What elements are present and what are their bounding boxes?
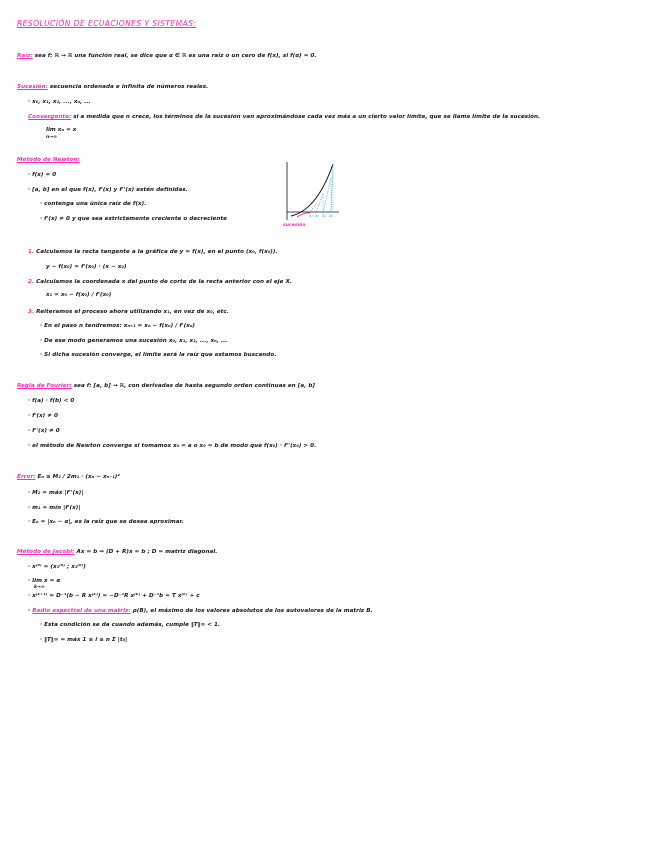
step-number: 2. <box>28 279 35 285</box>
jacobi-initial: · x⁽⁰⁾ = (x₁⁽⁰⁾ ; x₂⁽⁰⁾) <box>28 564 86 570</box>
newton-step-3c: · Si dicha sucesión converge, el límite será la raíz que estamos buscando. <box>40 352 277 358</box>
newton-graph <box>277 160 341 232</box>
newton-step-2 <box>28 279 292 286</box>
sucesion-terms: · x₀, x₁, x₂, ..., xₙ, ... <box>28 99 91 105</box>
raiz-text: sea f: ℝ → ℝ una función real, se dice que α ∈ ℝ es una raíz o un cero de f(x), si f(α) = 0. <box>32 53 317 59</box>
jacobi-limit-subscript: k→∞ <box>34 585 45 590</box>
newton-step-3b: · De ese modo generamos una sucesión x₀, x₁, x₂, ..., xₙ, ... <box>40 338 228 344</box>
fourier-condition-3: · f''(x) ≠ 0 <box>28 428 60 434</box>
fourier-conclusion: · el método de Newton converge si tomamos x₀ = a o x₀ = b de modo que f(x₀) · f''(x₀) > 0. <box>28 443 317 449</box>
newton-step-1 <box>28 249 278 256</box>
step-number: 1. <box>28 249 35 255</box>
step-number: 3. <box>28 309 35 315</box>
newton-condition-2: · [a, b] en el que f(x), f'(x) y f''(x) estén definidas. <box>28 187 188 193</box>
tangent-line <box>310 204 316 212</box>
graph-label: sucesión <box>283 223 306 228</box>
radio-espectral-text: ρ(B), el máximo de los valores absolutos de los autovalores de la matriz B. <box>130 608 373 614</box>
graph-tick-label: x₃ <box>309 213 313 218</box>
jacobi-method <box>17 549 217 556</box>
tangent-equation: y − f(x₀) = f'(x₀) · (x − x₀) <box>46 264 127 270</box>
fourier-text: sea f: [a, b] → ℝ, con derivadas de hasta segundo orden continuas en [a, b] <box>71 383 315 389</box>
sucesion-heading: Sucesión: <box>17 84 48 90</box>
error-text: Eₙ ≤ M₂ / 2m₁ · (xₙ − xₙ₋₁)² <box>35 474 120 480</box>
tangent-line <box>323 178 331 212</box>
newton-condition-3: · contenga una única raíz de f(x). <box>40 201 147 207</box>
convergente-text: si a medida que n crece, los términos de la sucesión van aproximándose cada vez más a un cierto valor límite, que se llama límite de la sucesión. <box>71 114 541 120</box>
sucesion-text: secuencia ordenada e infinita de números reales. <box>47 84 209 90</box>
newton-condition-1: · f(x) = 0 <box>28 172 57 178</box>
error-formula <box>17 474 120 481</box>
newton-heading: Método de Newton: <box>17 157 80 163</box>
graph-tick-label: x₁ <box>322 213 326 218</box>
step-text: Reiteramos el proceso ahora utilizando x₁, en vez de x₀, etc. <box>34 309 229 315</box>
newton-step-3a: · En el paso n tendremos: xₙ₊₁ = xₙ − f(xₙ) / f'(xₙ) <box>40 323 196 329</box>
newton-condition-4: · f'(x) ≠ 0 y que sea estrictamente creciente o decreciente <box>40 216 227 222</box>
graph-curve <box>291 164 333 216</box>
x1-equation: x₁ = x₀ − f(x₀) / f'(x₀) <box>46 292 112 298</box>
fourier-rule <box>17 383 315 390</box>
limit-subscript: n→∞ <box>46 135 57 140</box>
graph-tick-label: x₂ <box>315 213 319 218</box>
jacobi-text: Ax = b ⇒ (D + R)x = b ; D = matriz diagonal. <box>74 549 218 555</box>
error-term-2: · m₁ = mín |f'(x)| <box>28 505 81 511</box>
page-title: RESOLUCIÓN DE ECUACIONES Y SISTEMAS: <box>17 19 197 28</box>
jacobi-limit: · lim x = α <box>28 578 61 584</box>
raiz-definition <box>17 53 317 60</box>
step-text: Calculamos la recta tangente a la gráfica de y = f(x), en el punto (x₀, f(x₀)). <box>34 249 278 255</box>
newton-step-3 <box>28 309 229 316</box>
graph-tick-label: x₀ <box>329 213 333 218</box>
fourier-heading: Regla de Fourier: <box>17 383 72 389</box>
convergente-heading: Convergente: <box>28 114 72 120</box>
radio-condition: · Esta condición se da cuando además, cumple ‖T‖∞ < 1. <box>40 622 221 628</box>
bullet: · <box>28 608 33 614</box>
fourier-condition-2: · f'(x) ≠ 0 <box>28 413 58 419</box>
error-heading: Error: <box>17 474 36 480</box>
tangent-line <box>331 164 333 212</box>
limit-expression: lim xₙ = x <box>46 127 77 133</box>
fourier-condition-1: · f(a) · f(b) < 0 <box>28 398 75 404</box>
step-text: Calculamos la coordenada x del punto de corte de la recta anterior con el eje X. <box>34 279 293 285</box>
error-term-3: · Eₙ = |xₙ − α|, es la raíz que se desea aproximar. <box>28 519 184 525</box>
error-term-1: · M₂ = máx |f''(x)| <box>28 490 84 496</box>
radio-espectral <box>28 608 373 615</box>
sucesion-definition <box>17 84 208 91</box>
radio-espectral-heading: Radio espectral de una matriz: <box>32 608 131 614</box>
raiz-heading: Raíz: <box>17 53 33 59</box>
convergente-definition <box>28 114 540 121</box>
jacobi-heading: Método de Jacobi: <box>17 549 75 555</box>
jacobi-iteration: · x⁽ᵏ⁺¹⁾ = D⁻¹(b − R x⁽ᵏ⁾) = −D⁻¹R x⁽ᵏ⁾ + D⁻¹b = T x⁽ᵏ⁾ + c <box>28 593 200 599</box>
norm-infinity: · ‖T‖∞ = máx 1 ≤ i ≤ n Σ |tᵢⱼ| <box>40 637 128 643</box>
